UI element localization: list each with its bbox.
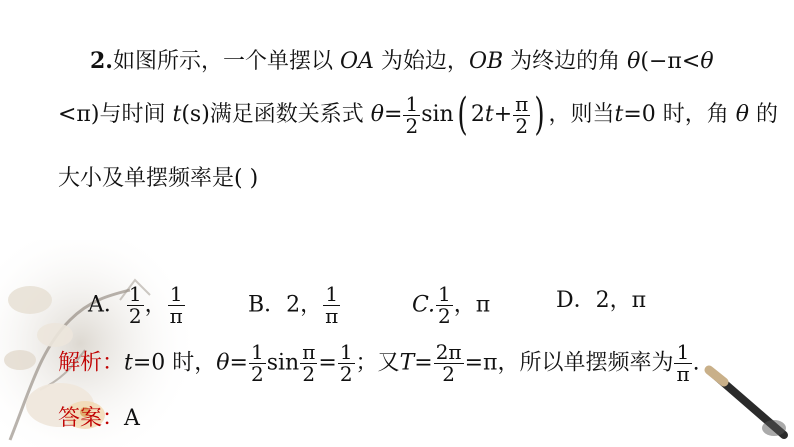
q-text: 为始边，: [380, 49, 469, 74]
q-var-t: t: [484, 102, 494, 127]
a-text: =: [414, 350, 433, 376]
q-var-oa: OA: [339, 49, 374, 74]
q-text: ，π: [453, 292, 491, 318]
option-c[interactable]: [412, 284, 490, 327]
q-text: 为终边的角: [510, 49, 621, 74]
option-d[interactable]: [556, 290, 646, 312]
q-var-theta: θ: [700, 49, 714, 74]
fraction: $\frac{1}{2}$: [250, 340, 264, 386]
fraction: $\frac{1}{\pi}$: [169, 282, 183, 328]
option-label: B．2，: [248, 292, 323, 318]
fraction: $\frac{1}{2}$: [438, 282, 451, 328]
q-text: =0 时，角: [623, 102, 729, 127]
answer-label: 答案：: [58, 406, 125, 431]
option-a[interactable]: [88, 284, 186, 327]
option-label: C.: [412, 292, 436, 318]
a-sin: sin: [266, 350, 300, 376]
brush-decoration: [704, 350, 794, 447]
q-text: 的: [756, 102, 779, 127]
q-text: (−π<: [640, 49, 701, 74]
q-text: (s)满足函数关系式: [181, 102, 364, 127]
fraction: $\frac{\pi}{2}$: [302, 340, 316, 386]
q-text: <π)与时间: [58, 102, 166, 127]
q-text: ，则当: [548, 102, 615, 127]
question-line-1: [90, 50, 714, 73]
a-text: =: [229, 350, 248, 376]
a-text: =0 时，: [132, 350, 217, 376]
fraction: $\frac{2\pi}{2}$: [435, 340, 462, 386]
question-line-3: 大小及单摆频率是( ): [58, 166, 259, 191]
fraction: $\frac{1}{\pi}$: [676, 340, 690, 386]
a-var-theta: θ: [216, 350, 230, 376]
q-text: ，: [144, 292, 167, 318]
option-b[interactable]: [248, 284, 341, 327]
option-label: A．: [88, 292, 126, 318]
left-paren: (: [457, 89, 468, 140]
q-var-theta: θ: [370, 102, 385, 127]
q-var-ob: OB: [468, 49, 504, 74]
analysis-line: [58, 342, 700, 385]
option-label: D．2，π: [556, 288, 647, 313]
q-text: =: [384, 102, 403, 127]
a-text: =π，所以单摆频率为: [464, 350, 674, 376]
q-text: 如图所示，一个单摆以: [112, 49, 333, 74]
answer-line: [58, 408, 140, 430]
fraction: $\frac{1}{2}$: [128, 282, 142, 328]
a-text: ；又: [355, 350, 400, 376]
q-var-theta: θ: [735, 102, 750, 127]
q-text: 2: [470, 102, 485, 127]
q-text: +: [493, 102, 513, 127]
fraction: $\frac{\pi}{2}$: [515, 91, 529, 138]
a-var-T: T: [399, 350, 415, 376]
q-var-t: t: [172, 102, 182, 127]
analysis-label: 解析：: [58, 350, 125, 376]
q-sin: sin: [421, 102, 454, 127]
a-text: =: [318, 350, 337, 376]
a-var-t: t: [124, 350, 133, 376]
right-paren: ): [534, 89, 546, 140]
question-number: 2.: [90, 48, 113, 74]
fraction: $\frac{1}{\pi}$: [325, 282, 339, 328]
q-var-t: t: [614, 102, 624, 127]
q-var-theta: θ: [627, 49, 641, 74]
fraction: $\frac{1}{2}$: [405, 91, 419, 138]
fraction: $\frac{1}{2}$: [339, 340, 353, 386]
answer-value: A: [124, 406, 140, 431]
a-text: .: [692, 350, 700, 376]
question-line-2: [58, 89, 779, 140]
